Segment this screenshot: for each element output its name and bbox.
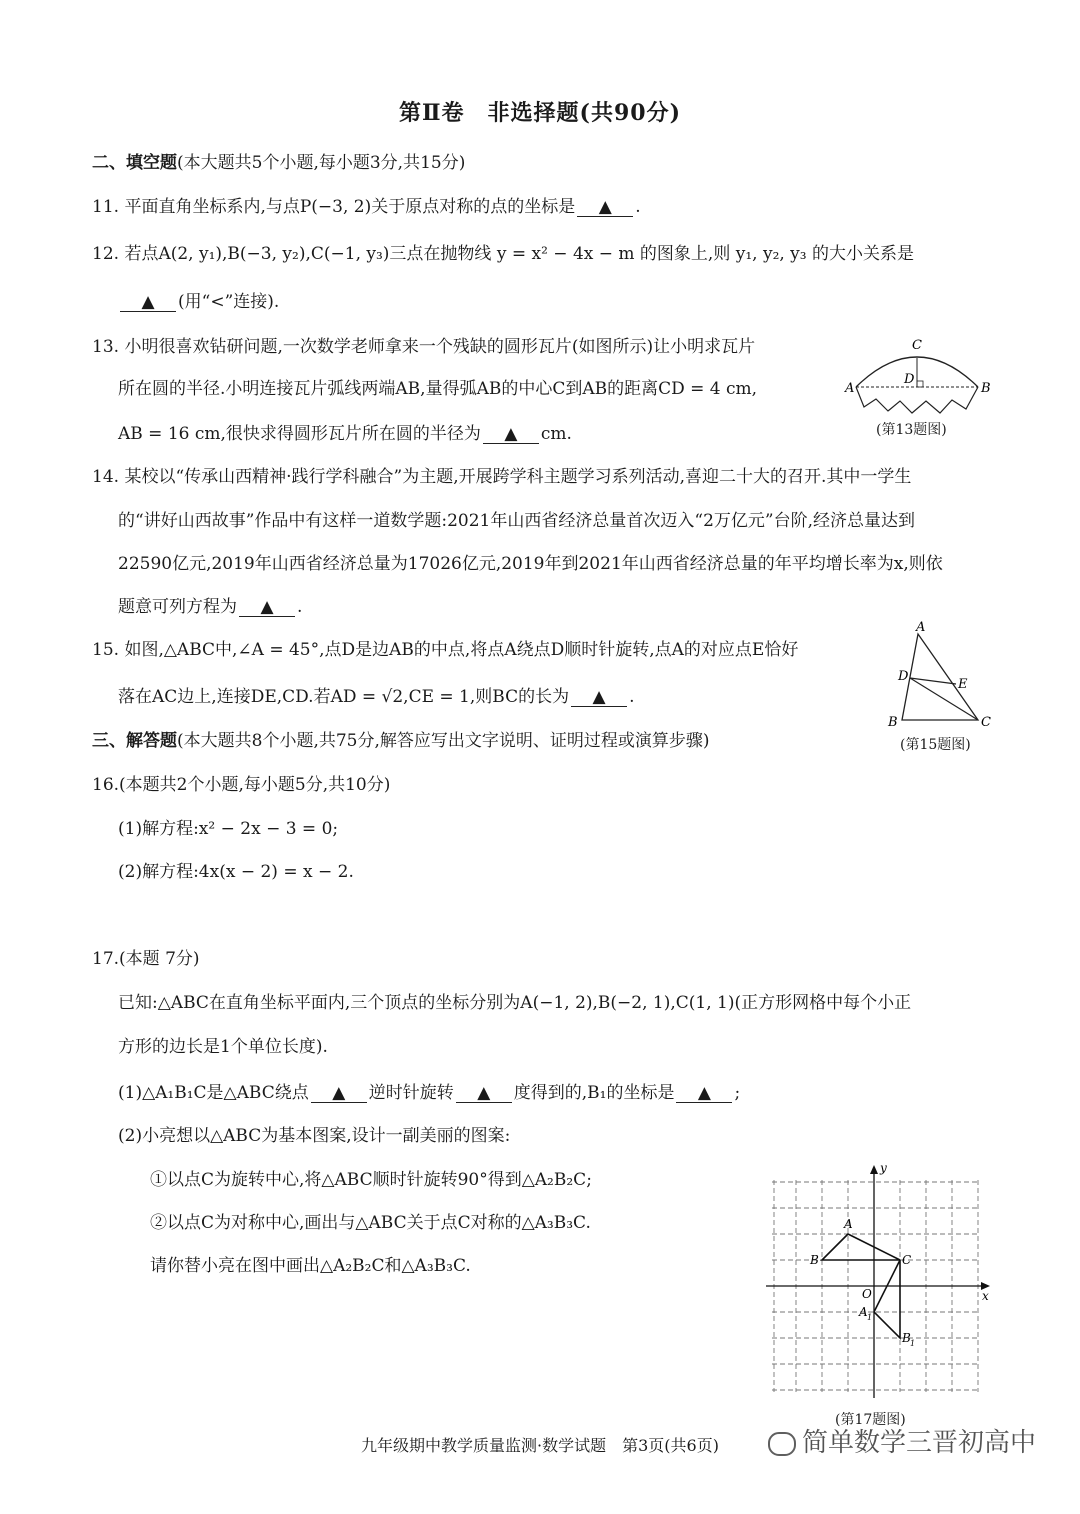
watermark-text: 简单数学三晋初高中 [802,1428,1037,1458]
q14-end: . [297,597,303,617]
q17-p1-d: ; [734,1083,741,1103]
answer-blank[interactable]: ▲ [239,598,295,617]
answer-blank[interactable]: ▲ [577,198,633,217]
right-angle-mark [917,381,923,387]
question-14-line1: 14. 某校以“传承山西精神·践行学科融合”为主题,开展跨学科主题学习系列活动,喜迎二十大的召开.其中一学生 [92,467,912,487]
label-b1: B [902,1331,911,1345]
section2-heading [92,152,465,174]
y-axis-arrow [870,1165,878,1174]
label-o: O [862,1287,872,1301]
question-17-part2: (2)小亮想以△ABC为基本图案,设计一副美丽的图案: [118,1126,511,1146]
q11-text: 11. 平面直角坐标系内,与点P(−3, 2)关于原点对称的点的坐标是 [92,197,576,217]
section2-head: 二、填空题 [92,153,177,173]
question-12-line2 [118,291,279,313]
question-16-head: 16.(本题共2个小题,每小题5分,共10分) [92,775,391,795]
question-17-step1: ①以点C为旋转中心,将△ABC顺时针旋转90°得到△A₂B₂C; [150,1170,592,1190]
answer-blank[interactable]: ▲ [676,1084,732,1103]
label-b1-subscript: 1 [910,1339,916,1348]
question-16-part2: (2)解方程:4x(x − 2) = x − 2. [118,862,354,882]
section3-desc: (本大题共8个小题,共75分,解答应写出文字说明、证明过程或演算步骤) [177,731,710,751]
q12-end: (用“<”连接). [178,292,280,312]
question-17-head: 17.(本题 7分) [92,949,200,969]
question-12-line1: 12. 若点A(2, y₁),B(−3, y₂),C(−1, y₃)三点在抛物线 y = x² − 4x − m 的图象上,则 y₁, y₂, y₃ 的大小关系是 [92,244,915,264]
question-17-part1 [118,1082,740,1104]
figure-13-caption: (第13题图) [876,422,947,438]
q17-p1-a: (1)△A₁B₁C是△ABC绕点 [118,1083,309,1103]
q17-p1-b: 逆时针旋转 [368,1083,454,1103]
label-d: D [904,372,915,387]
label-x: x [982,1289,989,1303]
question-14-line4 [118,596,302,618]
label-a: A [845,381,855,396]
question-14-line3: 22590亿元,2019年山西省经济总量为17026亿元,2019年到2021年山西省经济总量的年平均增长率为x,则依 [118,554,943,574]
label-a: A [844,1217,853,1231]
label-c: C [912,338,922,353]
answer-blank[interactable]: ▲ [456,1084,512,1103]
label-a1-subscript: 1 [867,1313,873,1322]
figure-17-grid [760,1160,1000,1405]
question-17-line1: 已知:△ABC在直角坐标平面内,三个顶点的坐标分别为A(−1, 2),B(−2, 1),C(1, 1)(正方形网格中每个小正 [118,993,912,1013]
q11-end: . [635,197,641,217]
broken-edge [856,387,978,413]
section3-heading [92,730,710,752]
section-title: 第Ⅱ卷 非选择题(共90分) [399,100,681,126]
label-a: A [916,620,926,635]
figure-15-caption: (第15题图) [900,737,971,753]
figure-17-caption: (第17题图) [835,1412,906,1428]
label-c: C [981,715,991,730]
triangle-abc [822,1234,900,1260]
question-14-line2: 的“讲好山西故事”作品中有这样一道数学题:2021年山西省经济总量首次迈入“2万亿元”台阶,经济总量达到 [118,511,915,531]
figure-15-triangle [880,620,1000,735]
question-15-line2 [118,686,635,708]
label-y: y [880,1161,887,1175]
label-a1: A [859,1305,868,1319]
label-b: B [888,715,898,730]
question-17-step2: ②以点C为对称中心,画出与△ABC关于点C对称的△A₃B₃C. [150,1213,591,1233]
question-17-line2: 方形的边长是1个单位长度). [118,1037,328,1057]
question-11 [92,196,641,218]
question-13-line3 [118,423,572,445]
label-c: C [902,1253,912,1267]
answer-blank[interactable]: ▲ [571,688,627,707]
question-16-part1: (1)解方程:x² − 2x − 3 = 0; [118,819,339,839]
q15-end: . [629,687,635,707]
label-d: D [898,669,909,684]
label-b: B [810,1253,819,1267]
question-17-step3: 请你替小亮在图中画出△A₂B₂C和△A₃B₃C. [150,1256,471,1276]
question-15-line1: 15. 如图,△ABC中,∠A = 45°,点D是边AB的中点,将点A绕点D顺时针旋转,点A的对应点E恰好 [92,640,799,660]
question-13-line2: 所在圆的半径.小明连接瓦片弧线两端AB,量得弧AB的中心C到AB的距离CD = 4 cm, [118,379,758,399]
q17-p1-c: 度得到的,B₁的坐标是 [513,1083,675,1103]
label-e: E [958,677,968,692]
answer-blank[interactable]: ▲ [120,293,176,312]
answer-blank[interactable]: ▲ [483,425,539,444]
question-13-line1: 13. 小明很喜欢钻研问题,一次数学老师拿来一个残缺的圆形瓦片(如图所示)让小明求瓦片 [92,337,756,357]
q13-line3-end: cm. [540,424,572,444]
page-footer: 九年级期中教学质量监测·数学试题 第3页(共6页) [361,1436,719,1455]
q15-line2-text: 落在AC边上,连接DE,CD.若AD = √2,CE = 1,则BC的长为 [118,687,570,707]
answer-blank[interactable]: ▲ [311,1084,367,1103]
watermark [768,1422,1036,1459]
section3-head: 三、解答题 [92,731,177,751]
q14-line4-text: 题意可列方程为 [118,597,237,617]
q13-line3-text: AB = 16 cm,很快求得圆形瓦片所在圆的半径为 [118,424,481,444]
label-b: B [981,381,991,396]
section2-desc: (本大题共5个小题,每小题3分,共15分) [177,153,466,173]
triangle-a1b1c [874,1260,900,1338]
wechat-icon [768,1432,796,1456]
segment-dc [910,678,978,720]
